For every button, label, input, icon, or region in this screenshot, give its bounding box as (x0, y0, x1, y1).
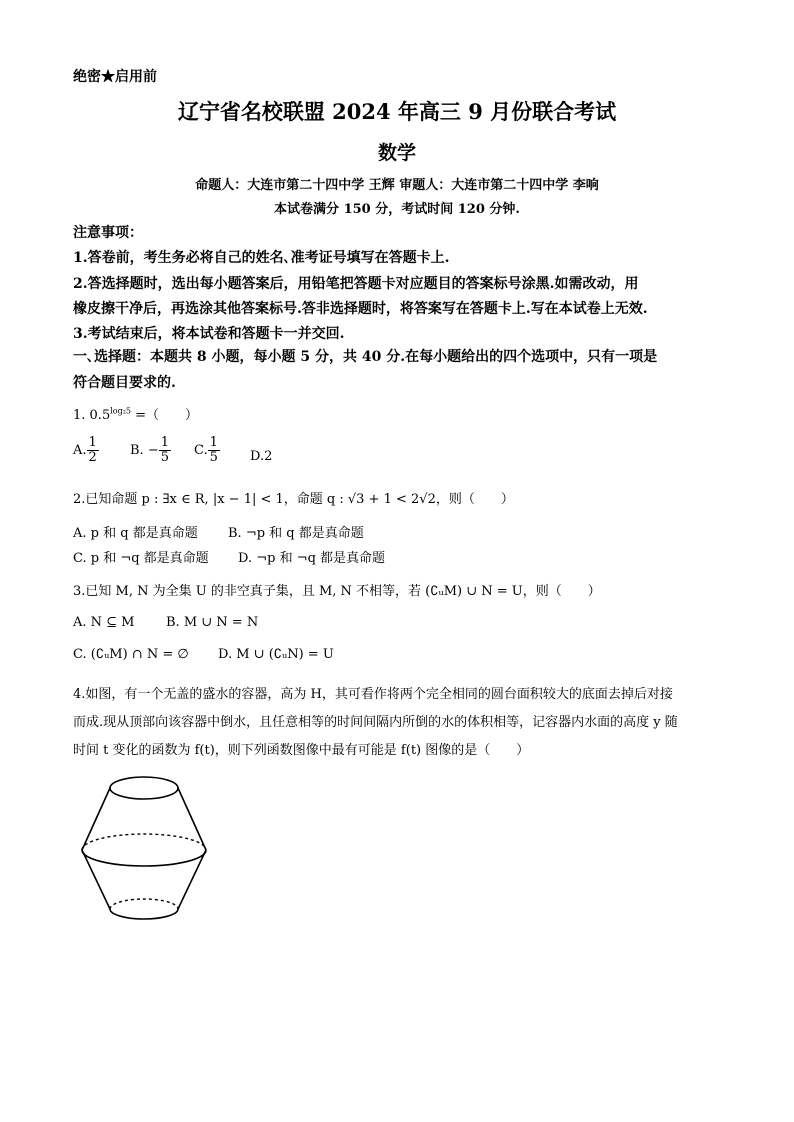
q1-prefix: 1. 0.5 (73, 408, 111, 423)
q1-stem (73, 404, 198, 423)
container-figure (74, 772, 214, 922)
bottom-ellipse-front (110, 909, 178, 919)
container-diagram (74, 772, 214, 922)
notice-item-2-line-1: 2.答选择题时，选出每小题答案后，用铅笔把答题卡对应题目的答案标号涂黑.如需改动，用 (73, 276, 639, 292)
q3-option-c: C. (∁ᵤM) ∩ N = ∅ (73, 647, 189, 662)
q3-option-a: A. N ⊆ M (73, 615, 135, 630)
q3-stem: 3.已知 M, N 为全集 U 的非空真子集，且 M, N 不相等，若 (∁ᵤM) ∪ N = U，则（ ） (73, 584, 601, 599)
fraction (208, 436, 220, 465)
exam-info: 本试卷满分 150 分，考试时间 120 分钟. (274, 202, 520, 217)
q1-option-b-label: B. − (130, 443, 159, 458)
q2-option-a: A. p 和 q 都是真命题 (73, 526, 198, 541)
q2-option-c: C. p 和 ¬q 都是真命题 (73, 551, 209, 566)
middle-ellipse-front (82, 850, 206, 866)
denominator: 5 (160, 450, 169, 465)
notice-heading: 注意事项： (73, 225, 143, 241)
q2-option-d: D. ¬p 和 ¬q 都是真命题 (238, 551, 386, 566)
fraction (159, 436, 171, 465)
denominator: 2 (88, 450, 97, 465)
q1-option-d: D.2 (250, 449, 273, 464)
q4-line-2: 而成.现从顶部向该容器中倒水，且任意相等的时间间隔内所倒的水的体积相等，记容器内水面的高度 y 随 (73, 715, 678, 730)
secret-label: 绝密★启用前 (73, 69, 157, 85)
notice-item-1: 1.答卷前，考生务必将自己的姓名､准考证号填写在答题卡上. (73, 250, 450, 266)
notice-item-3: 3.考试结束后，将本试卷和答题卡一并交回. (73, 326, 345, 342)
q4-line-1: 4.如图，有一个无盖的盛水的容器，高为 H，其可看作将两个完全相同的圆台面积较大的底面去掉后对接 (73, 687, 673, 702)
q1-option-b (130, 436, 171, 465)
q2-stem: 2.已知命题 p : ∃x ∈ R, |x − 1| < 1，命题 q : √3 + 1 < 2√2，则（ ） (73, 492, 514, 507)
bottom-ellipse-back (110, 899, 178, 909)
q4-line-3: 时间 t 变化的函数为 f(t)，则下列函数图像中最有可能是 f(t) 图像的是（ ） (73, 743, 530, 758)
q1-option-c (194, 436, 220, 465)
q1-suffix: =（ ） (131, 408, 199, 423)
lower-right-side (178, 850, 206, 909)
section1-line-1: 一､选择题：本题共 8 小题，每小题 5 分，共 40 分.在每小题给出的四个选项中，只有一项是 (73, 349, 658, 365)
section1-line-2: 符合题目要求的. (73, 375, 176, 391)
upper-right-side (178, 788, 206, 850)
authors-line: 命题人：大连市第二十四中学 王辉 审题人：大连市第二十四中学 李响 (195, 178, 599, 193)
exam-title: 辽宁省名校联盟 2024 年高三 9 月份联合考试 (177, 99, 617, 124)
middle-ellipse-back (82, 834, 206, 850)
top-rim (110, 777, 178, 799)
q3-option-d: D. M ∪ (∁ᵤN) = U (218, 647, 334, 662)
numerator: 1 (160, 435, 169, 450)
denominator: 5 (209, 450, 218, 465)
notice-item-2-line-2: 橡皮擦干净后，再选涂其他答案标号.答非选择题时，将答案写在答题卡上.写在本试卷上无效. (73, 301, 648, 317)
numerator: 1 (88, 435, 97, 450)
q3-option-b: B. M ∪ N = N (166, 615, 259, 630)
fraction (87, 436, 99, 465)
q1-exponent: log₂5 (110, 406, 132, 416)
lower-left-side (82, 850, 110, 909)
upper-left-side (82, 788, 110, 850)
subject-title: 数学 (377, 142, 416, 164)
numerator: 1 (209, 435, 218, 450)
q1-option-a (73, 436, 99, 465)
q1-option-c-label: C. (194, 443, 208, 458)
q1-option-a-label: A. (73, 443, 87, 458)
q2-option-b: B. ¬p 和 q 都是真命题 (228, 526, 364, 541)
